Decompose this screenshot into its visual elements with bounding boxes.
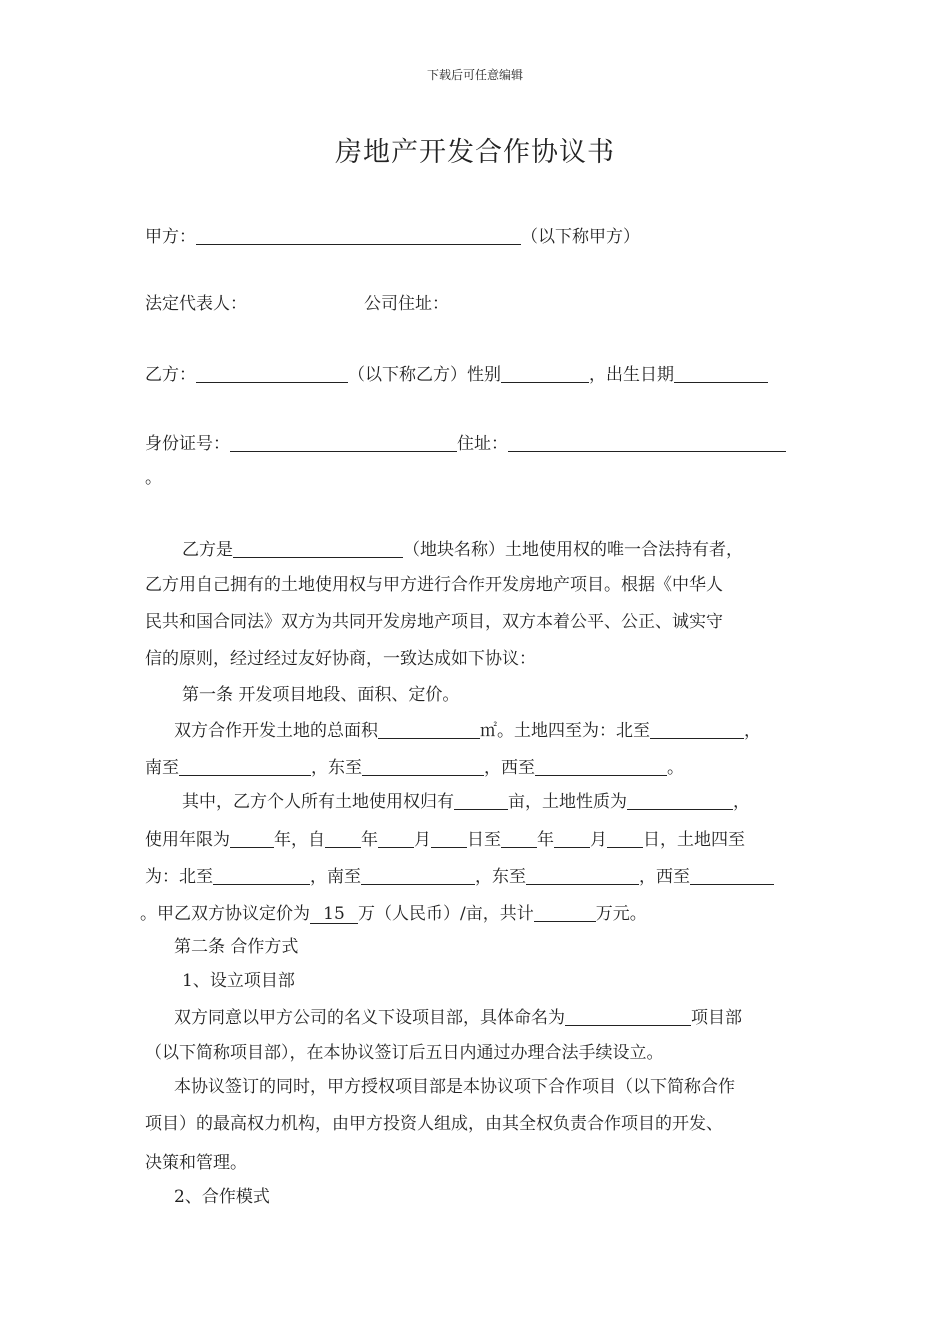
article-2-item-1: 1、设立项目部 (182, 971, 295, 991)
west-blank (535, 758, 667, 776)
south-blank-2 (361, 867, 475, 885)
total-area-blank (378, 721, 480, 739)
term-years-blank (230, 830, 274, 848)
party-b-label: 乙方： (145, 365, 196, 385)
boundary-line: 南至 ，东至 ，西至 。 (145, 758, 684, 778)
price-value: 15 (310, 906, 358, 924)
north-blank (650, 721, 744, 739)
address-label: 住址： (457, 434, 508, 454)
price-line: 。甲乙双方协议定价为 15 万（人民币）/亩，共计 万元。 (140, 904, 647, 924)
party-a-line (145, 227, 640, 246)
party-a-blank (196, 227, 521, 245)
party-b-suffix: （以下称乙方）性别 (348, 365, 501, 385)
birth-blank (674, 365, 768, 383)
party-b-line (145, 365, 768, 384)
area-line: 双方合作开发土地的总面积 ㎡。土地四至为：北至 ， (174, 721, 761, 741)
intro-line-2: 乙方用自己拥有的土地使用权与甲方进行合作开发房地产项目。根据《中华人 (145, 575, 723, 595)
intro-line-4: 信的原则，经过经过友好协商，一致达成如下协议： (145, 649, 536, 669)
header-note: 下载后可任意编辑 (426, 68, 523, 82)
west-blank-2 (690, 867, 774, 885)
birth-label: ，出生日期 (589, 365, 674, 385)
document-title: 房地产开发合作协议书 (335, 137, 615, 168)
article-1-heading: 第一条 开发项目地段、面积、定价。 (182, 685, 460, 705)
start-day-blank (431, 830, 467, 848)
gender-blank (501, 365, 589, 383)
article-2-heading: 第二条 合作方式 (174, 937, 299, 957)
id-line (145, 434, 786, 453)
party-a-suffix: （以下称甲方） (521, 227, 640, 247)
id-line-end: 。 (145, 468, 162, 488)
ownership-line: 其中，乙方个人所有土地使用权归有 亩，土地性质为 ， (182, 792, 750, 812)
parcel-name-blank (233, 540, 403, 558)
legal-rep-label: 法定代表人： (145, 294, 247, 314)
id-label: 身份证号： (145, 434, 230, 454)
total-price-blank (534, 904, 596, 922)
id-blank (230, 434, 457, 452)
start-month-blank (378, 830, 414, 848)
article-2-line-4: 项目）的最高权力机构，由甲方投资人组成，由其全权负责合作项目的开发、 (145, 1114, 723, 1134)
article-2-line-3: 本协议签订的同时，甲方授权项目部是本协议项下合作项目（以下简称合作 (174, 1077, 735, 1097)
land-nature-blank (627, 792, 733, 810)
article-2-item-2: 2、合作模式 (174, 1187, 270, 1207)
term-line: 使用年限为 年，自 年 月 日至 年 月 日，土地四至 (145, 830, 745, 850)
end-day-blank (607, 830, 643, 848)
address-blank (508, 434, 786, 452)
company-address-label: 公司住址： (364, 294, 449, 314)
boundary-line-2: 为：北至 ，南至 ，东至 ，西至 (145, 867, 774, 886)
legal-rep-line (145, 296, 449, 313)
intro-line-1: 乙方是 （地块名称）土地使用权的唯一合法持有者， (182, 540, 743, 560)
project-name-line: 双方同意以甲方公司的名义下设项目部，具体命名为 项目部 (174, 1008, 742, 1028)
east-blank-2 (526, 867, 639, 885)
start-year-blank (325, 830, 361, 848)
article-2-line-2: （以下简称项目部），在本协议签订后五日内通过办理合法手续设立。 (145, 1043, 664, 1063)
east-blank (362, 758, 484, 776)
party-a-label: 甲方： (145, 227, 196, 247)
party-b-name-blank (196, 365, 348, 383)
end-year-blank (501, 830, 537, 848)
intro-line-3: 民共和国合同法》双方为共同开发房地产项目，双方本着公平、公正、诚实守 (145, 612, 723, 632)
mu-blank (454, 792, 508, 810)
end-month-blank (554, 830, 590, 848)
article-2-line-5: 决策和管理。 (145, 1153, 247, 1173)
north-blank-2 (213, 867, 310, 885)
south-blank (179, 758, 311, 776)
project-name-blank (565, 1008, 691, 1026)
